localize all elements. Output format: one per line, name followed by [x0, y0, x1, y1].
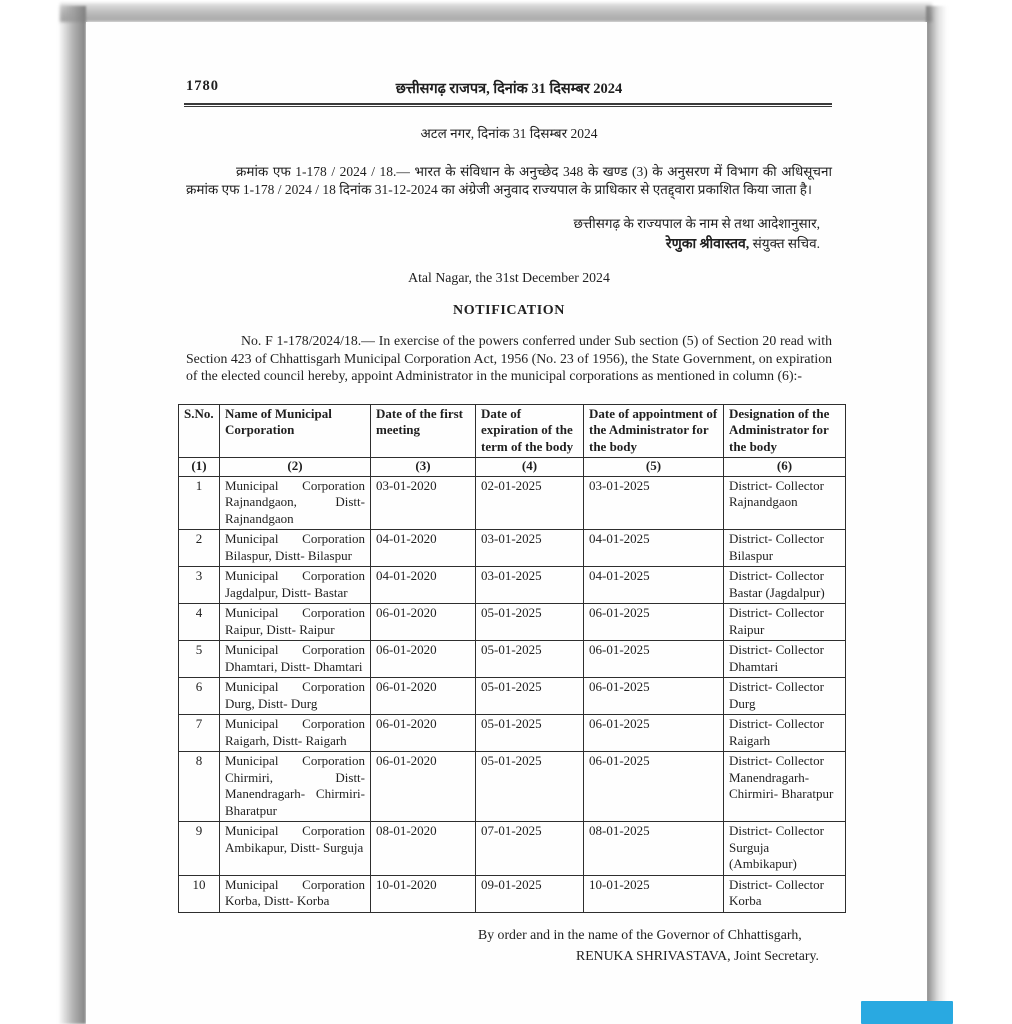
table-cell: 10-01-2025 [584, 875, 724, 912]
table-cell: Municipal Corporation Ambikapur, Distt- Surguja [220, 822, 371, 876]
table-cell: District- Collector Raipur [724, 604, 846, 641]
table-cell: 06-01-2020 [371, 604, 476, 641]
table-cell: 02-01-2025 [476, 476, 584, 530]
table-cell: District- Collector Rajnandgaon [724, 476, 846, 530]
table-cell: 03-01-2025 [476, 530, 584, 567]
table-cell: 10 [179, 875, 220, 912]
table-cell: Municipal Corporation Raipur, Distt- Raipur [220, 604, 371, 641]
table-cell: 06-01-2020 [371, 678, 476, 715]
table-cell: District- Collector Manendragarh- Chirmiri- Bharatpur [724, 752, 846, 822]
table-cell: 8 [179, 752, 220, 822]
table-cell: 4 [179, 604, 220, 641]
gazette-header [186, 78, 832, 98]
table-cell: Municipal Corporation Chirmiri, Distt- Manendragarh- Chirmiri- Bharatpur [220, 752, 371, 822]
table-cell: 1 [179, 476, 220, 530]
table-cell: 2 [179, 530, 220, 567]
hindi-paragraph: क्रमांक एफ 1-178 / 2024 / 18.— भारत के संविधान के अनुच्छेद 348 के खण्ड (3) के अनुसरण में विभाग की अधिसूचना क्रमांक एफ 1-178 / 2024 / 18 दिनांक 31-12-2024 का अंग्रेजी अनुवाद राज्यपाल के प्राधिकार से एतद्द्वारा प्रकाशित किया जाता है। [186, 164, 832, 197]
column-number-cell: (5) [584, 458, 724, 477]
footer-signatory: RENUKA SHRIVASTAVA, Joint Secretary. [576, 947, 819, 963]
dateline-english: Atal Nagar, the 31st December 2024 [408, 270, 610, 285]
table-cell: Municipal Corporation Bilaspur, Distt- Bilaspur [220, 530, 371, 567]
column-number-cell: (2) [220, 458, 371, 477]
table-cell: 03-01-2025 [584, 476, 724, 530]
order-line-hindi: छत्तीसगढ़ के राज्यपाल के नाम से तथा आदेशानुसार, [573, 216, 820, 231]
table-row [179, 604, 846, 641]
table-row [179, 567, 846, 604]
table-cell: District- Collector Bilaspur [724, 530, 846, 567]
table-cell: 9 [179, 822, 220, 876]
table-cell: 06-01-2025 [584, 715, 724, 752]
table-row [179, 678, 846, 715]
table-cell: 04-01-2025 [584, 530, 724, 567]
table-cell: Municipal Corporation Dhamtari, Distt- Dhamtari [220, 641, 371, 678]
appointments-table [178, 404, 846, 913]
column-number-cell: (3) [371, 458, 476, 477]
table-row [179, 641, 846, 678]
table-header-cell: Name of Municipal Corporation [220, 404, 371, 458]
table-header-cell: S.No. [179, 404, 220, 458]
table-cell: 03-01-2025 [476, 567, 584, 604]
table-cell: 05-01-2025 [476, 752, 584, 822]
page-top-shadow [60, 3, 932, 22]
table-cell: 06-01-2025 [584, 604, 724, 641]
column-number-cell: (1) [179, 458, 220, 477]
notification-title: NOTIFICATION [453, 303, 565, 318]
table-cell: 08-01-2025 [584, 822, 724, 876]
column-number-cell: (6) [724, 458, 846, 477]
table-cell: District- Collector Korba [724, 875, 846, 912]
column-number-row [179, 458, 846, 477]
table-cell: Municipal Corporation Rajnandgaon, Distt- Rajnandgaon [220, 476, 371, 530]
table-cell: 05-01-2025 [476, 641, 584, 678]
table-cell: District- Collector Raigarh [724, 715, 846, 752]
table-cell: District- Collector Durg [724, 678, 846, 715]
footer-order-line: By order and in the name of the Governor of Chhattisgarh, [478, 926, 802, 942]
table-header-cell: Designation of the Administrator for the body [724, 404, 846, 458]
page-left-shadow [58, 6, 86, 1024]
table-cell: 04-01-2020 [371, 530, 476, 567]
table-cell: 04-01-2025 [584, 567, 724, 604]
table-cell: 06-01-2025 [584, 678, 724, 715]
table-header-cell: Date of expiration of the term of the body [476, 404, 584, 458]
signatory-hindi-title: संयुक्त सचिव. [749, 236, 820, 251]
table-cell: Municipal Corporation Raigarh, Distt- Raigarh [220, 715, 371, 752]
table-row [179, 476, 846, 530]
table-cell: District- Collector Dhamtari [724, 641, 846, 678]
table-cell: 07-01-2025 [476, 822, 584, 876]
dateline-hindi: अटल नगर, दिनांक 31 दिसम्बर 2024 [420, 126, 598, 141]
table-header-cell: Date of the first meeting [371, 404, 476, 458]
table-cell: 06-01-2025 [584, 641, 724, 678]
table-row [179, 715, 846, 752]
blue-button-fragment[interactable] [861, 1001, 953, 1024]
page-right-shadow [926, 6, 947, 1024]
column-number-cell: (4) [476, 458, 584, 477]
table-cell: 03-01-2020 [371, 476, 476, 530]
table-cell: Municipal Corporation Durg, Distt- Durg [220, 678, 371, 715]
gazette-title: छत्तीसगढ़ राजपत्र, दिनांक 31 दिसम्बर 2024 [395, 81, 623, 97]
table-cell: 10-01-2020 [371, 875, 476, 912]
table-row [179, 752, 846, 822]
table-row [179, 822, 846, 876]
table-header-cell: Date of appointment of the Administrator for the body [584, 404, 724, 458]
table-cell: 05-01-2025 [476, 604, 584, 641]
table-cell: 06-01-2020 [371, 752, 476, 822]
english-paragraph: No. F 1-178/2024/18.— In exercise of the powers conferred under Sub section (5) of Section 20 read with Section 423 of Chhattisgarh Municipal Corporation Act, 1956 (No. 23 of 1956), the State Government, on expiration of the elected council hereby, appoint Administrator in the municipal corporations as mentioned in column (6):- [186, 333, 832, 383]
table-cell: 05-01-2025 [476, 678, 584, 715]
table-cell: 06-01-2025 [584, 752, 724, 822]
table-cell: District- Collector Bastar (Jagdalpur) [724, 567, 846, 604]
table-cell: 7 [179, 715, 220, 752]
table-cell: Municipal Corporation Jagdalpur, Distt- Bastar [220, 567, 371, 604]
table-header-row [179, 404, 846, 458]
table-cell: 5 [179, 641, 220, 678]
hindi-signature-block [186, 214, 832, 255]
page-content [186, 78, 832, 966]
footer-signature-block [478, 924, 856, 966]
table-cell: 06-01-2020 [371, 715, 476, 752]
table-row [179, 530, 846, 567]
gazette-page-sheet [86, 22, 927, 1024]
table-cell: 6 [179, 678, 220, 715]
header-double-rule [184, 103, 832, 107]
table-cell: Municipal Corporation Korba, Distt- Korba [220, 875, 371, 912]
signatory-hindi-name: रेणुका श्रीवास्तव, [665, 237, 750, 252]
table-cell: 09-01-2025 [476, 875, 584, 912]
table-row [179, 875, 846, 912]
page-number: 1780 [186, 78, 219, 94]
table-cell: District- Collector Surguja (Ambikapur) [724, 822, 846, 876]
table-cell: 05-01-2025 [476, 715, 584, 752]
table-cell: 08-01-2020 [371, 822, 476, 876]
signatory-hindi [186, 234, 820, 255]
table-cell: 06-01-2020 [371, 641, 476, 678]
table-cell: 04-01-2020 [371, 567, 476, 604]
table-cell: 3 [179, 567, 220, 604]
